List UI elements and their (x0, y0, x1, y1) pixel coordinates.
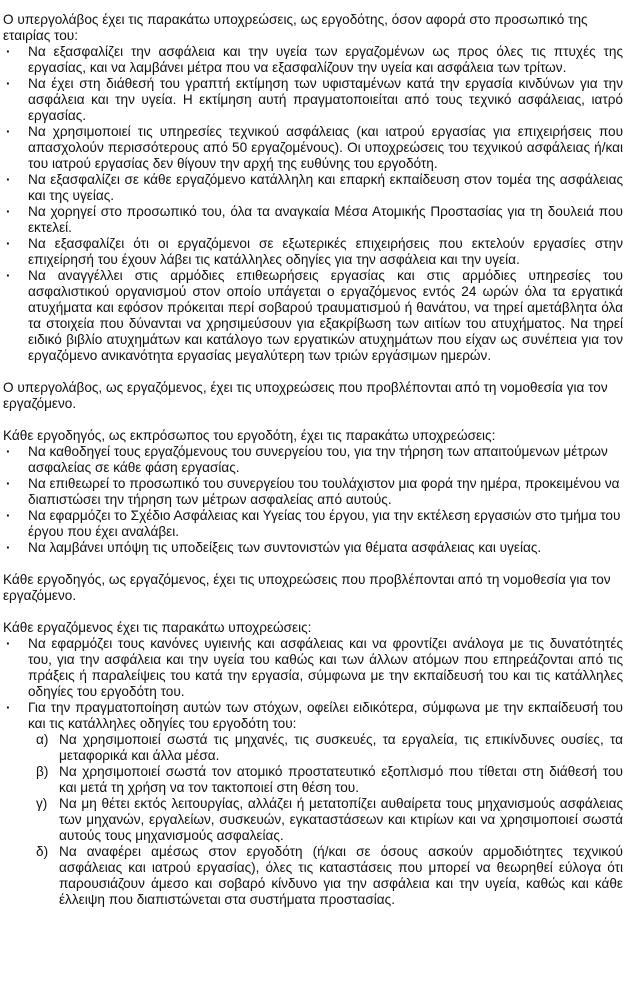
sub-list-item (3, 796, 623, 844)
list-item: · Να εφαρμόζει τους κανόνες υγιεινής και ασφάλειας και να φροντίζει ανάλογα με τις δυνατότητές του, για την ασφάλεια και την υγεία του καθώς και των άλλων ατόμων που επηρεάζονται από τις πράξεις ή παραλείψεις του κατά την εργασία, σύμφωνα με την εκπαίδευσή του και τις κατάλληλες οδηγίες του εργοδότη του. (3, 636, 623, 700)
employee-intro: Κάθε εργαζόμενος έχει τις παρακάτω υποχρεώσεις: (3, 620, 312, 635)
subcontractor-employer-obligations (3, 44, 623, 364)
sub-item-text: Να χρησιμοποιεί σωστά τις μηχανές, τις συσκευές, τα εργαλεία, τις επικίνδυνες ουσίες, τα μεταφορικά και άλλα μέσα. (59, 732, 623, 763)
sub-item-label: α) (36, 732, 49, 747)
foreman-employee-paragraph: Κάθε εργοδηγός, ως εργαζόμενος, έχει τις υποχρεώσεις που προβλέπονται από τη νομοθεσία για τον εργαζόμενο. (3, 572, 611, 603)
subcontractor-employer-intro: Ο υπεργολάβος έχει τις παρακάτω υποχρεώσεις, ως εργοδότης, όσον αφορά στο προσωπικό της εταιρίας του: (3, 12, 588, 43)
sub-item-text: Να μη θέτει εκτός λειτουργίας, αλλάζει ή μετατοπίζει αυθαίρετα τους μηχανισμούς ασφάλειας των μηχανών, εργαλείων, συσκευών, εγκαταστάσεων και κτιρίων και να χρησιμοποιεί σωστά αυτούς τους μηχανισμούς ασφαλείας. (59, 796, 623, 843)
sub-item-label: γ) (36, 796, 48, 811)
list-item-text: Για την πραγματοποίηση αυτών των στόχων, οφείλει ειδικότερα, σύμφωνα με την εκπαίδευσή του και τις κατάλληλες οδηγίες του εργοδότη του: (28, 700, 623, 731)
list-item: · Να αναγγέλλει στις αρμόδιες επιθεωρήσεις εργασίας και στις αρμόδιες υπηρεσίες του ασφαλιστικού οργανισμού στον οποίο υπάγεται ο εργαζόμενος εντός 24 ωρών όλα τα εργατικά ατυχήματα και εφόσον πρόκειται περί σοβαρού τραυματισμού ή θανάτου, να τηρεί αμετάβλητα όλα τα στοιχεία που δύνανται να χρησιμεύσουν για εξακρίβωση των αιτίων του ατυχήματος. Να τηρεί ειδικό βιβλίο ατυχημάτων και κατάλογο των εργατικών ατυχημάτων που είχαν ως συνέπεια για τον εργαζόμενο ανικανότητα εργασίας μεγαλύτερη των τριών εργάσιμων ημερών. (3, 268, 623, 364)
employee-obligations (3, 636, 623, 732)
list-item: · Να εξασφαλίζει σε κάθε εργαζόμενο κατάλληλη και επαρκή εκπαίδευση στον τομέα της ασφάλειας και της υγείας. (3, 172, 623, 204)
subcontractor-employee-paragraph: Ο υπεργολάβος, ως εργαζόμενος, έχει τις υποχρεώσεις που προβλέπονται από τη νομοθεσία για τον εργαζόμενο. (3, 380, 608, 411)
sub-item-label: β) (36, 764, 49, 779)
list-item: · Να χορηγεί στο προσωπικό του, όλα τα αναγκαία Μέσα Ατομικής Προστασίας για τη δουλειά που εκτελεί. (3, 204, 623, 236)
list-item: · Να χρησιμοποιεί τις υπηρεσίες τεχνικού ασφάλειας (και ιατρού εργασίας για επιχειρήσεις που απασχολούν περισσότερους από 50 εργαζομένους). Οι υποχρεώσεις του τεχνικού ασφάλειας ή/και του ιατρού εργασίας δεν θίγουν την αρχή της ευθύνης του εργοδότη. (3, 124, 623, 172)
employee-specific-duties (3, 732, 623, 908)
foreman-obligations (3, 444, 623, 556)
sub-item-text: Να αναφέρει αμέσως στον εργοδότη (ή/και σε όσους ασκούν αρμοδιότητες τεχνικού ασφάλειας και ιατρού εργασίας), όλες τις καταστάσεις που μπορεί να θεωρηθεί εύλογα ότι παρουσιάζουν άμεσο και σοβαρό κίνδυνο για την ασφάλεια και την υγεία, καθώς και κάθε έλλειψη που διαπιστώνεται στα συστήματα προστασίας. (59, 844, 623, 907)
sub-list-item (3, 844, 623, 908)
list-item: · Να εφαρμόζει το Σχέδιο Ασφάλειας και Υγείας του έργου, για την εκτέλεση εργασιών στο τμήμα του έργου που έχει αναλάβει. (3, 508, 623, 540)
list-item: · Να έχει στη διάθεσή του γραπτή εκτίμηση των υφισταμένων κατά την εργασία κινδύνων για την ασφάλεια και την υγεία. Η εκτίμηση αυτή πραγματοποιείται από τους τεχνικό ασφάλειας, ιατρό εργασίας. (3, 76, 623, 124)
sub-list-item (3, 764, 623, 796)
list-item: · Να επιθεωρεί το προσωπικό του συνεργείου του τουλάχιστον μια φορά την ημέρα, προκειμένου να διαπιστώσει την τήρηση των μέτρων ασφαλείας από αυτούς. (3, 476, 623, 508)
list-item: · Να καθοδηγεί τους εργαζόμενους του συνεργείου του, για την τήρηση των απαιτούμενων μέτρων ασφαλείας σε κάθε φάση εργασίας. (3, 444, 623, 476)
sub-list-item (3, 732, 623, 764)
sub-item-text: Να χρησιμοποιεί σωστά τον ατομικό προστατευτικό εξοπλισμό που τίθεται στη διάθεσή του και μετά τη χρήση να τον τακτοποιεί στη θέση του. (59, 764, 623, 795)
list-item (3, 700, 623, 732)
foreman-representative-intro: Κάθε εργοδηγός, ως εκπρόσωπος του εργοδότη, έχει τις παρακάτω υποχρεώσεις: (3, 428, 496, 443)
sub-item-label: δ) (36, 844, 49, 859)
list-item: · Να εξασφαλίζει ότι οι εργαζόμενοι σε εξωτερικές επιχειρήσεις που εκτελούν εργασίες στην επιχείρησή του έχουν λάβει τις κατάλληλες οδηγίες για την ασφάλεια και την υγεία. (3, 236, 623, 268)
list-item: · Να λαμβάνει υπόψη τις υποδείξεις των συντονιστών για θέματα ασφάλειας και υγείας. (3, 540, 623, 556)
list-item: · Να εξασφαλίζει την ασφάλεια και την υγεία των εργαζομένων ως προς όλες τις πτυχές της εργασίας, και να λαμβάνει μέτρα που να εξασφαλίζουν την υγεία και ασφάλεια των τρίτων. (3, 44, 623, 76)
